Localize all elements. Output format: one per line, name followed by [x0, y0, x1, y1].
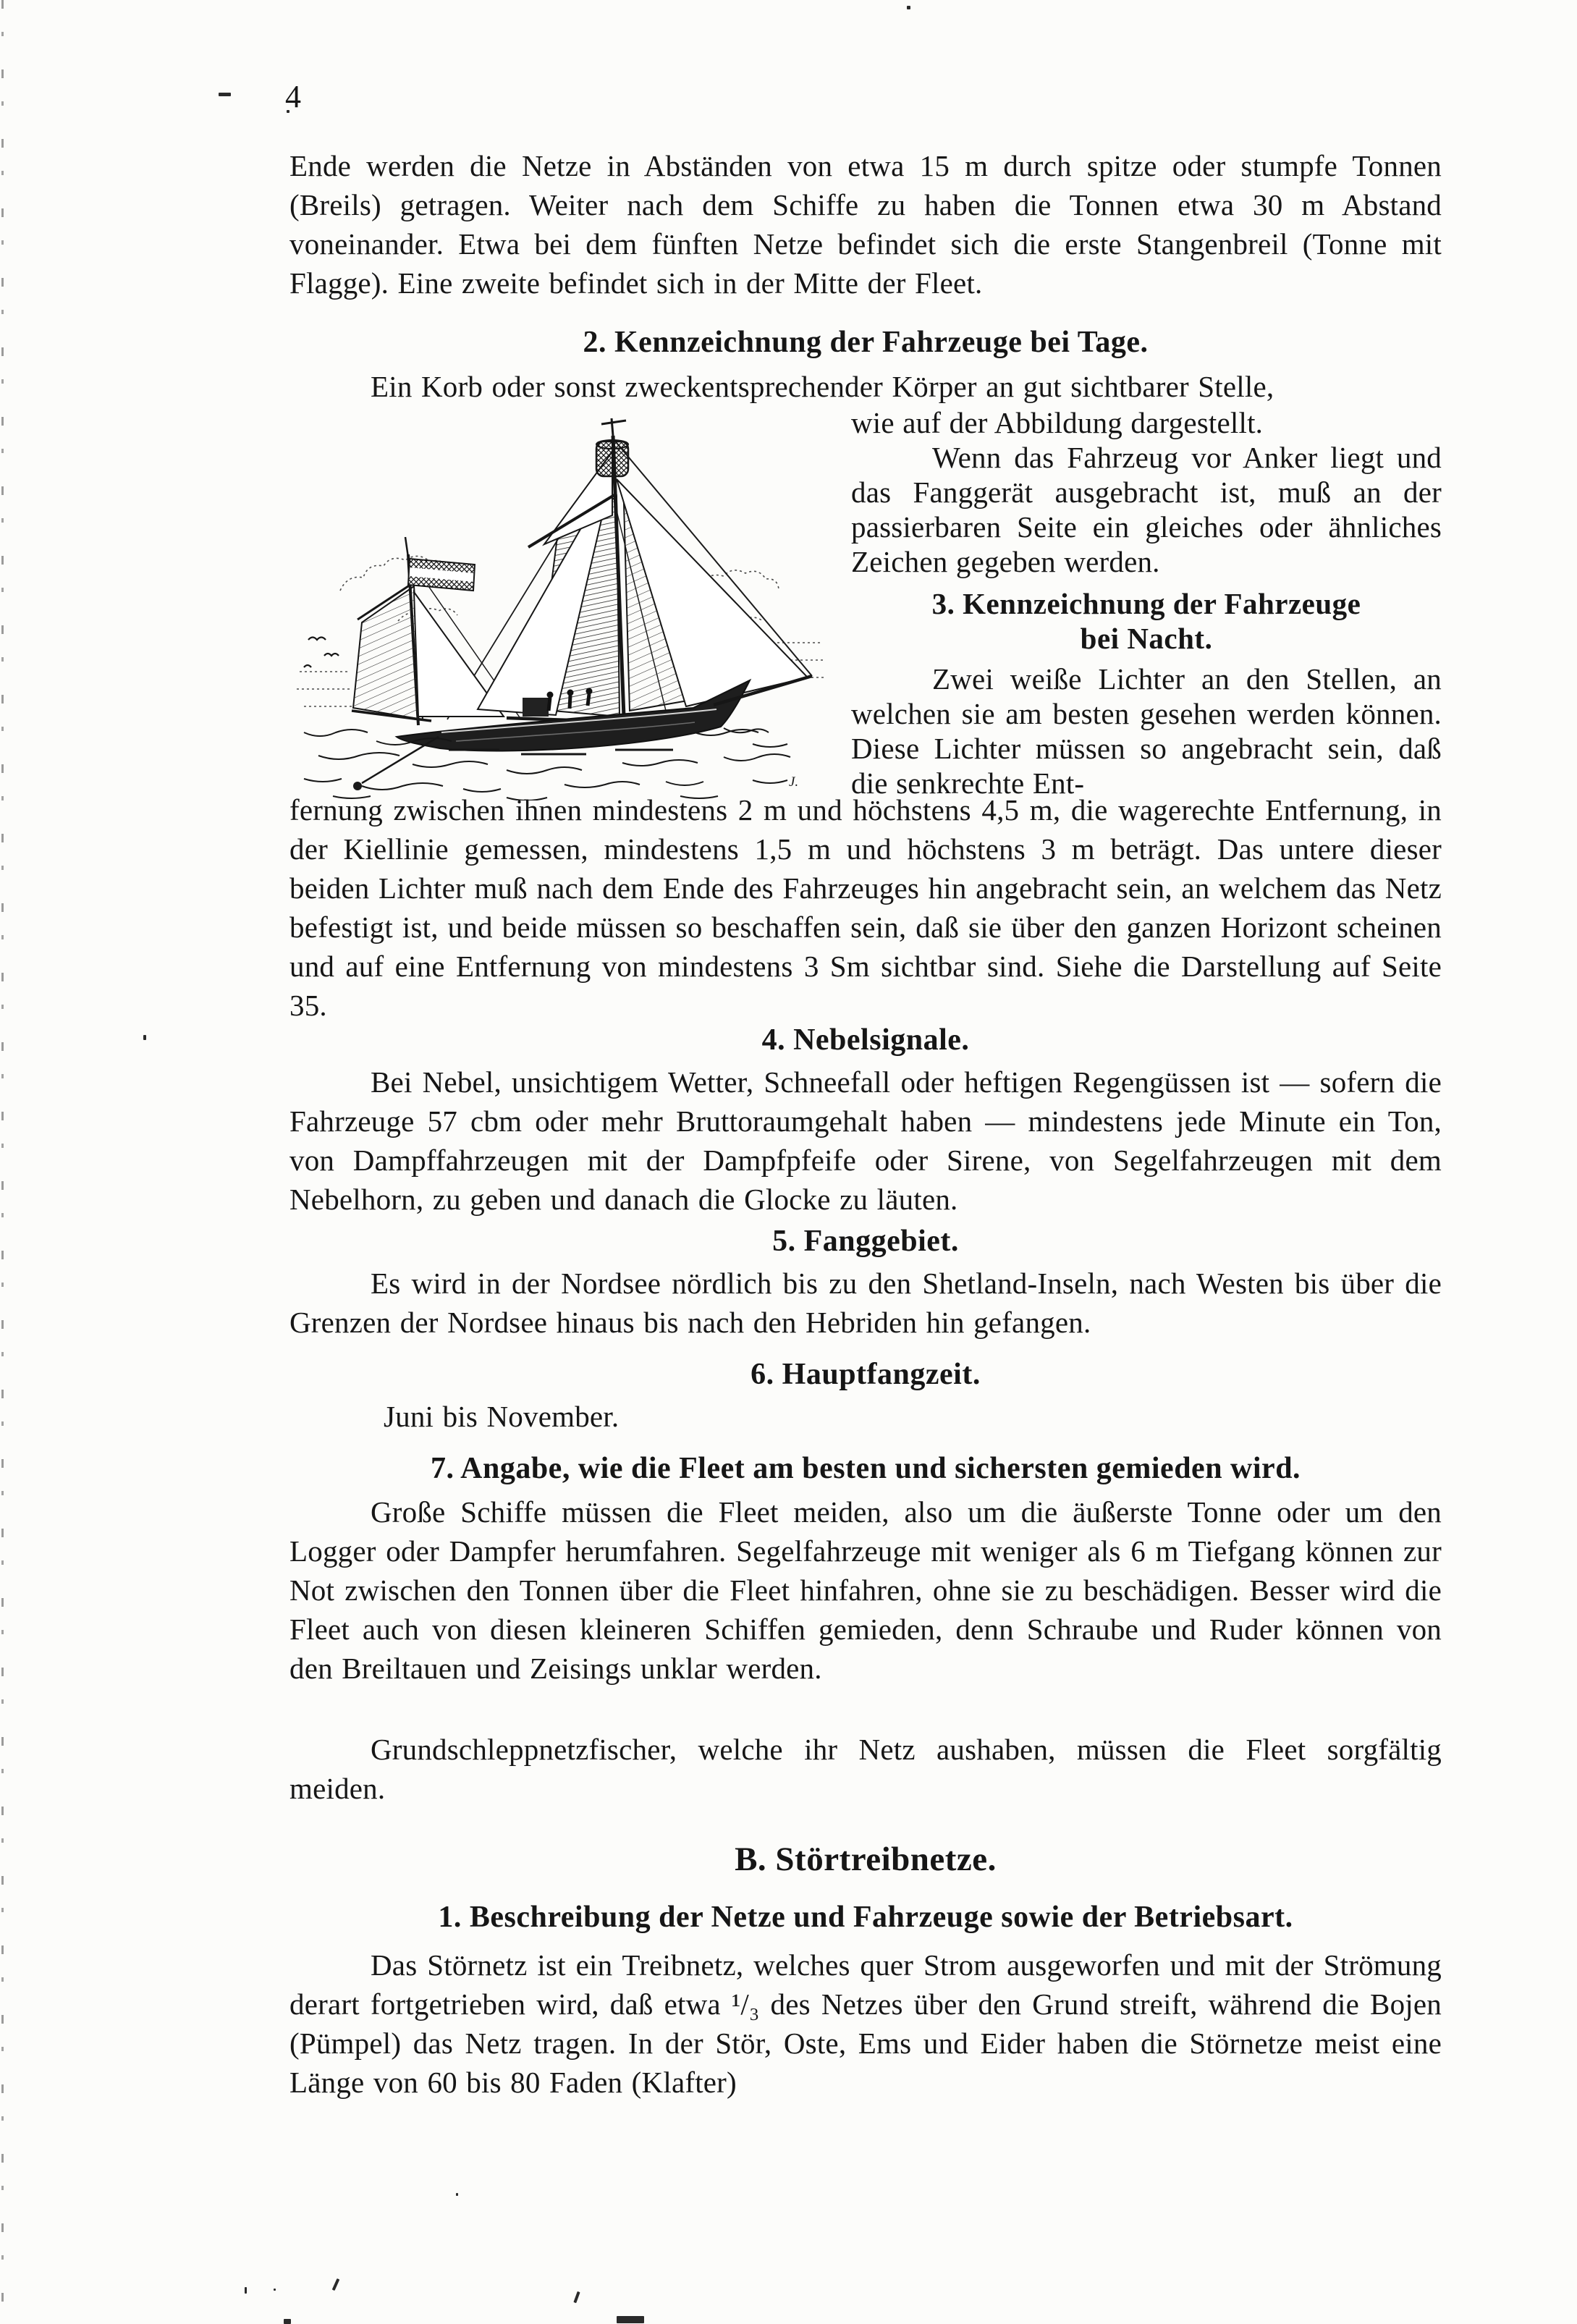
section-5-paragraph: Es wird in der Nordsee nördlich bis zu den Shetland-Inseln, nach Westen bis über die Grenzen der Nordsee hinaus bis nach den Hebriden hin gefangen. — [289, 1267, 1442, 1339]
mast-flag — [408, 559, 475, 591]
section-b1-heading: 1. Beschreibung der Netze und Fahrzeuge sowie der Betriebsart. — [438, 1901, 1293, 1934]
main-mast-group — [478, 418, 808, 722]
page-number: 4 — [285, 79, 302, 114]
section-4-heading: 4. Nebelsignale. — [761, 1023, 970, 1057]
section-7-heading: 7. Angabe, wie die Fleet am besten und sichersten gemieden wird. — [430, 1452, 1301, 1485]
ship-engraving-svg — [289, 410, 832, 800]
scan-artifact — [573, 2291, 580, 2303]
section-5-heading: 5. Fanggebiet. — [772, 1225, 959, 1258]
mizzen-rig — [352, 537, 504, 725]
section-6-heading: 6. Hauptfangzeit. — [751, 1358, 981, 1391]
illustration-wrap-zone — [289, 368, 1442, 802]
scan-artifact — [617, 2316, 644, 2323]
scan-artifact — [274, 2289, 276, 2291]
section-4-paragraph: Bei Nebel, unsichtigem Wetter, Schneefall oder heftigen Regengüssen ist — sofern die Fahrzeuge 57 cbm oder mehr Bruttoraumgehalt haben — mindestens jede Minute ein Ton, von Dampffahrzeugen mit der Dampfpfeife oder Sirene, von Segelfahrzeugen mit dem Nebelhorn, zu geben und danach die Glocke zu läuten. — [289, 1065, 1442, 1216]
intro-paragraph: Ende werden die Netze in Abständen von etwa 15 m durch spitze oder stumpfe Tonnen (Breils) getragen. Weiter nach dem Schiffe zu haben die Tonnen etwa 30 m Abstand voneinander. Etwa bei dem fünften Netze befindet sich die erste Stangenbreil (Tonne mit Flagge). Eine zweite befindet sich in der Mitte der Fleet. — [289, 149, 1442, 300]
scan-artifact — [143, 1035, 146, 1040]
signal-basket — [596, 418, 628, 476]
section-3-paragraph-column: Zwei weiße Lichter an den Stellen, an welchen sie am besten gesehen werden können. Diese Lichter müssen so angebracht sein, daß die senkrechte Ent- — [851, 662, 1442, 800]
scan-artifact — [245, 2287, 247, 2294]
section-7-paragraph-2: Grundschleppnetzfischer, welche ihr Netz aushaben, müssen die Fleet sorgfältig meiden. — [289, 1733, 1442, 1805]
section-3-heading-line2: bei Nacht. — [1080, 622, 1213, 655]
deckhouse — [523, 698, 549, 717]
section-b-heading: B. Störtreibnetze. — [735, 1841, 997, 1878]
section-3-paragraph-fullwidth: fernung zwischen ihnen mindestens 2 m und höchstens 4,5 m, die wagerechte Entfernung, in der Kiellinie gemessen, mindestens 1,5 m und höchstens 3 m beträgt. Das untere dieser beiden Lichter muß nach dem Ende des Fahrzeuges hin angebracht sein, an welchem das Netz befestigt ist, und beide müssen so beschaffen sein, daß sie über den ganzen Horizont scheinen und auf eine Entfernung von mindestens 3 Sm sichtbar sind. Siehe die Darstellung auf Seite 35. — [289, 793, 1442, 1022]
scan-artifact-edge-line — [1, 0, 4, 2324]
ship-illustration — [289, 410, 832, 800]
section-6-paragraph: Juni bis November. — [384, 1400, 620, 1433]
section-2-heading: 2. Kennzeichnung der Fahrzeuge bei Tage. — [583, 326, 1149, 359]
section-2-paragraph-rest: wie auf der Abbildung dargestellt. — [851, 406, 1264, 439]
birds-icon — [304, 638, 339, 668]
scan-artifact — [907, 6, 910, 9]
scan-artifact — [456, 2193, 458, 2196]
scan-artifact — [219, 93, 231, 96]
scan-artifact — [332, 2278, 340, 2291]
engraver-signature: J. — [789, 774, 799, 790]
section-3-heading-line1: 3. Kennzeichnung der Fahrzeuge — [931, 587, 1361, 620]
section-7-paragraph-1: Große Schiffe müssen die Fleet meiden, also um die äußerste Tonne oder um den Logger oder Dampfer herumfahren. Segelfahrzeuge mit weniger als 6 m Tiefgang können zur Not zwischen den Tonnen über die Fleet hinfahren, ohne sie zu beschädigen. Besser wird die Fleet auch von diesen kleineren Schiffen gemieden, denn Schraube und Ruder können von den Breiltauen und Zeisings unklar werden. — [289, 1495, 1442, 1685]
jib-sails — [617, 479, 808, 711]
section-b1-paragraph: Das Störnetz ist ein Treibnetz, welches quer Strom ausgeworfen und mit der Strömung derart fortgetrieben wird, daß etwa ¹/₃ des Netzes über den Grund streift, während die Bojen (Pümpel) das Netz tragen. In der Stör, Oste, Ems und Eider haben die Störnetze meist eine Länge von 60 bis 80 Faden (Klafter) — [289, 1948, 1442, 2099]
section-2-paragraph-line1: Ein Korb oder sonst zweckentsprechender Körper an gut sichtbarer Stelle, — [371, 370, 1274, 403]
scan-artifact — [284, 2319, 291, 2324]
section-2-paragraph-2: Wenn das Fahrzeug vor Anker liegt und das Fanggerät ausgebracht ist, muß an der passierbaren Seite ein gleiches oder ähnliches Zeichen gegeben werden. — [851, 441, 1442, 578]
